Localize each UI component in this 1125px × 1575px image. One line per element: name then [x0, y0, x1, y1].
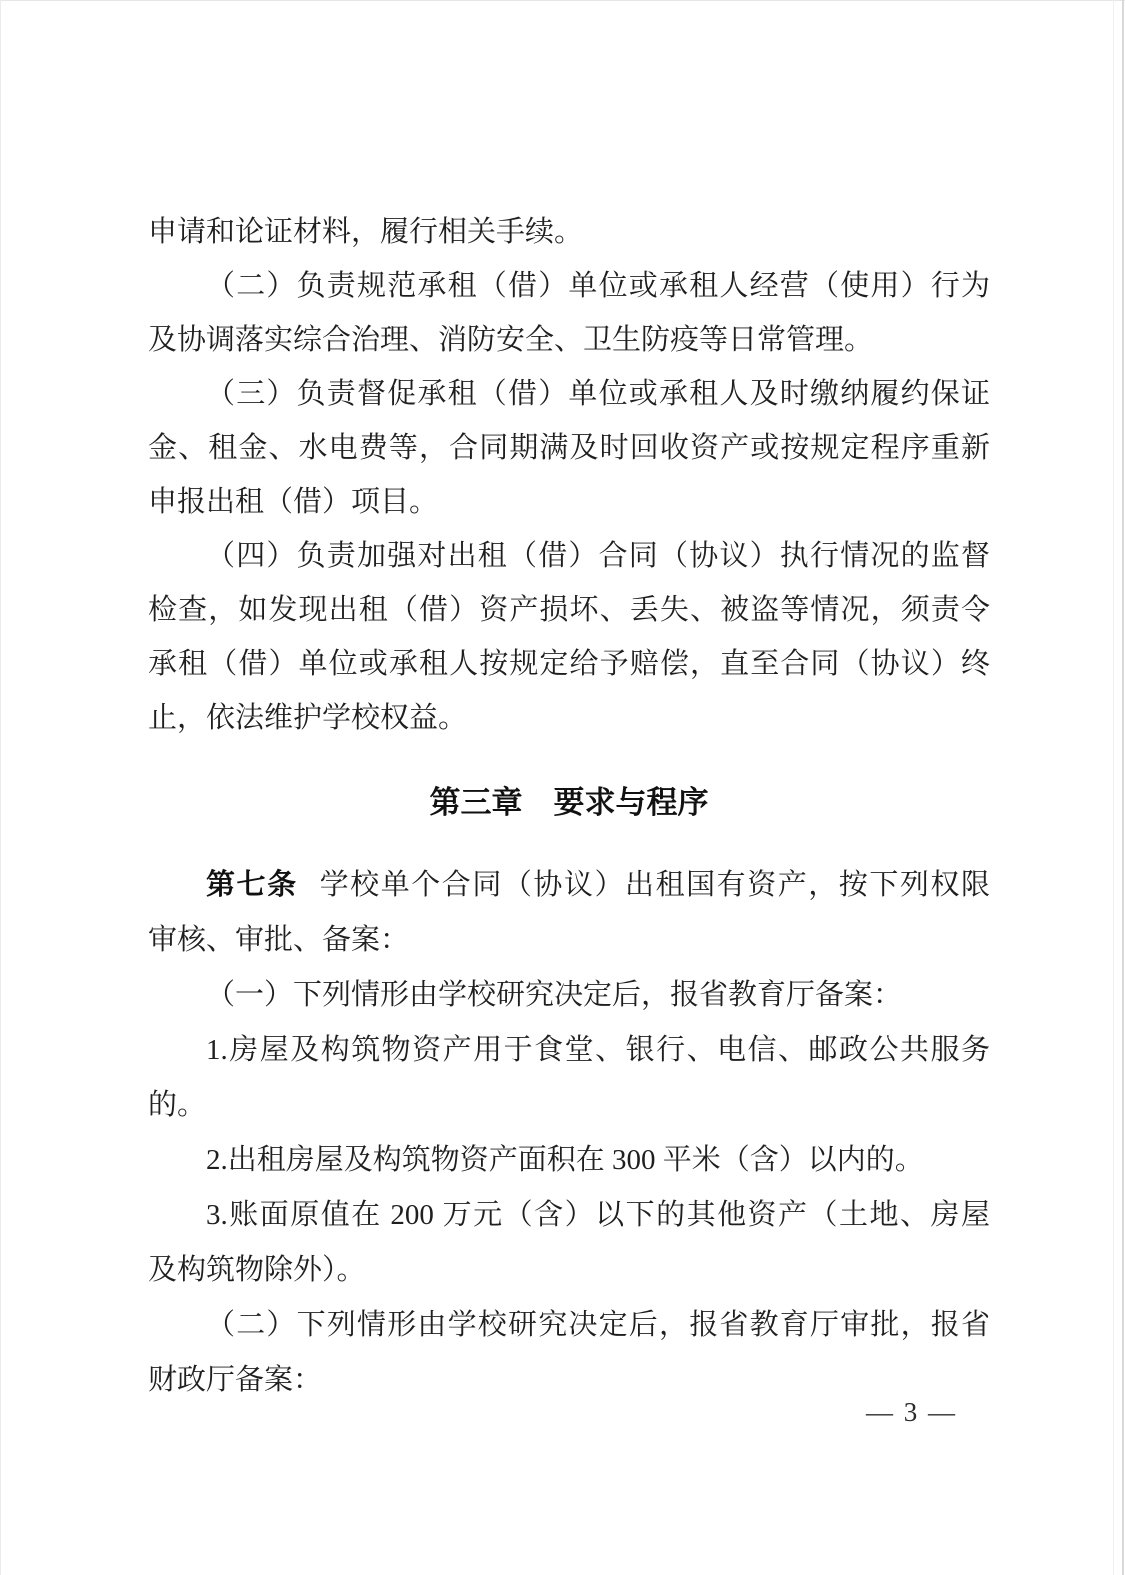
paragraph-line: 财政厅备案：: [148, 1364, 323, 1396]
paragraph-line: 2.出租房屋及构筑物资产面积在 300 平米（含）以内的。: [206, 1144, 924, 1176]
paragraph-line: 及协调落实综合治理、消防安全、卫生防疫等日常管理。: [148, 324, 874, 356]
paragraph-line: （二）下列情形由学校研究决定后，报省教育厅审批，报省: [206, 1309, 990, 1341]
paragraph-line: （三）负责督促承租（借）单位或承租人及时缴纳履约保证: [206, 378, 990, 410]
paragraph-line: （四）负责加强对出租（借）合同（协议）执行情况的监督: [206, 540, 990, 572]
paragraph-line: 审核、审批、备案：: [148, 924, 410, 956]
page-edge-right-outer: [1122, 0, 1124, 1575]
page-edge-right-inner: [1113, 0, 1114, 1575]
paragraph-line: 金、租金、水电费等，合同期满及时回收资产或按规定程序重新: [148, 432, 990, 464]
paragraph-line: 申请和论证材料，履行相关手续。: [148, 216, 584, 248]
paragraph-line: 检查，如发现出租（借）资产损坏、丢失、被盗等情况，须责令: [148, 594, 990, 626]
chapter-heading: 第三章 要求与程序: [429, 785, 709, 820]
document-body: [148, 205, 990, 1408]
article-text: 学校单个合同（协议）出租国有资产，按下列权限: [319, 869, 990, 901]
article-number: 第七条: [206, 869, 298, 901]
article-line: [148, 858, 990, 913]
paragraph-line: 及构筑物除外）。: [148, 1254, 366, 1286]
paragraph-line: 承租（借）单位或承租人按规定给予赔偿，直至合同（协议）终: [148, 648, 990, 680]
paragraph-line: 3.账面原值在 200 万元（含）以下的其他资产（土地、房屋: [206, 1199, 990, 1231]
paragraph-line: 1.房屋及构筑物资产用于食堂、银行、电信、邮政公共服务: [206, 1034, 990, 1066]
paragraph-line: （一）下列情形由学校研究决定后，报省教育厅备案：: [206, 979, 903, 1011]
page-edge-left: [0, 0, 1, 1575]
section-block: [148, 858, 990, 1408]
page-edge-top: [0, 0, 1125, 1]
paragraph-line: 申报出租（借）项目。: [148, 486, 439, 518]
page-number: — 3 —: [866, 1397, 957, 1427]
paragraph-line: 的。: [148, 1089, 207, 1121]
paragraph-line: 止，依法维护学校权益。: [148, 702, 468, 734]
paragraph-line: （二）负责规范承租（借）单位或承租人经营（使用）行为: [206, 270, 990, 302]
